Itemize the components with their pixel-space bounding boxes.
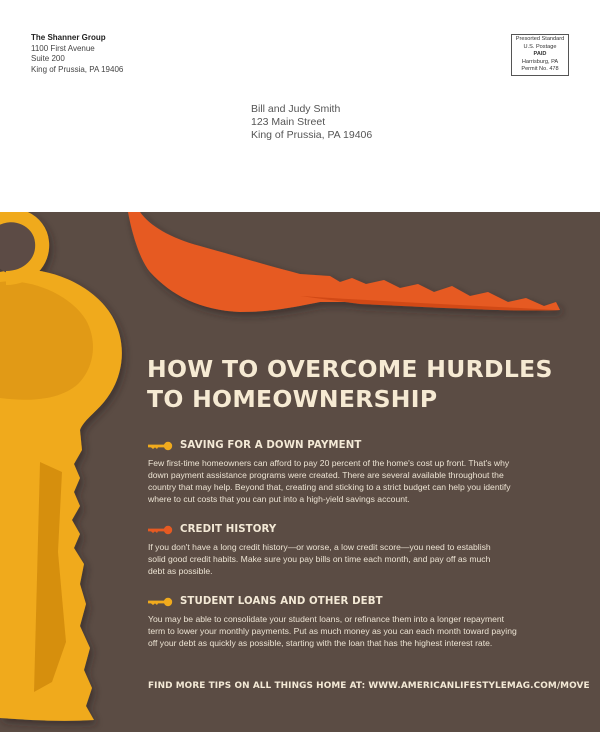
- recipient-address: [251, 103, 372, 142]
- section-title-down-payment: SAVING FOR A DOWN PAYMENT: [180, 440, 362, 451]
- return-address: [31, 33, 123, 75]
- postage-permit: Permit No. 478: [521, 66, 559, 73]
- section-body-down-payment: [148, 457, 573, 505]
- postage-indicia: [511, 34, 569, 76]
- postage-line: U.S. Postage: [523, 43, 557, 50]
- body-line: down payment assistance programs were created. There are several available throughout the: [148, 470, 504, 480]
- gold-key-bullet-icon: [148, 597, 174, 607]
- body-line: where to cut costs that you can put into a high-yield savings account.: [148, 494, 410, 504]
- body-line: debt as possible.: [148, 566, 213, 576]
- sender-name: The Shanner Group: [31, 33, 106, 42]
- headline-line: TO HOMEOWNERSHIP: [147, 385, 438, 413]
- recipient-name: Bill and Judy Smith: [251, 103, 341, 115]
- postage-line: Harrisburg, PA: [521, 58, 559, 65]
- gold-key-icon: [0, 215, 122, 721]
- body-line: You may be able to consolidate your student loans, or refinance them into a longer repayment: [148, 614, 505, 624]
- section-title-student-loans: STUDENT LOANS AND OTHER DEBT: [180, 596, 383, 607]
- orange-key-icon: [128, 212, 560, 312]
- postage-line: Presorted Standard: [515, 36, 565, 42]
- footer-call-to-action: FIND MORE TIPS ON ALL THINGS HOME AT: WWW.AMERICANLIFESTYLEMAG.COM/MOVE: [148, 681, 590, 691]
- sender-address-line: 1100 First Avenue: [31, 43, 95, 53]
- sender-address-line: Suite 200: [31, 54, 65, 63]
- orange-key-bullet-icon: [148, 525, 174, 535]
- section-body-student-loans: [148, 613, 573, 649]
- gold-key-bullet-icon: [148, 441, 174, 451]
- article-headline: [147, 354, 567, 414]
- postage-paid: PAID: [533, 51, 547, 58]
- body-line: solid good credit habits. Make sure you pay bills on time each month, and pay off as much: [148, 554, 491, 564]
- section-body-credit-history: [148, 541, 573, 577]
- body-line: If you don't have a long credit history—or worse, a low credit score—you need to establish: [148, 542, 491, 552]
- headline-line: HOW TO OVERCOME HURDLES: [147, 355, 553, 383]
- article-panel: [0, 212, 600, 732]
- recipient-city: King of Prussia, PA 19406: [251, 129, 373, 141]
- section-title-credit-history: CREDIT HISTORY: [180, 524, 277, 535]
- body-line: Few first-time homeowners can afford to pay 20 percent of the home's cost up front. That's why: [148, 458, 510, 468]
- sender-address-line: King of Prussia, PA 19406: [31, 64, 124, 74]
- body-line: term to lower your monthly payments. Put as much money as you can each month toward paying: [148, 626, 517, 636]
- body-line: off your debt as quickly as possible, starting with the loan that has the highest interest rate.: [148, 638, 493, 648]
- mailing-panel: [0, 0, 600, 212]
- recipient-street: 123 Main Street: [251, 116, 326, 128]
- body-line: country that may help. Beyond that, creating and sticking to a strict budget can help you identify: [148, 482, 511, 492]
